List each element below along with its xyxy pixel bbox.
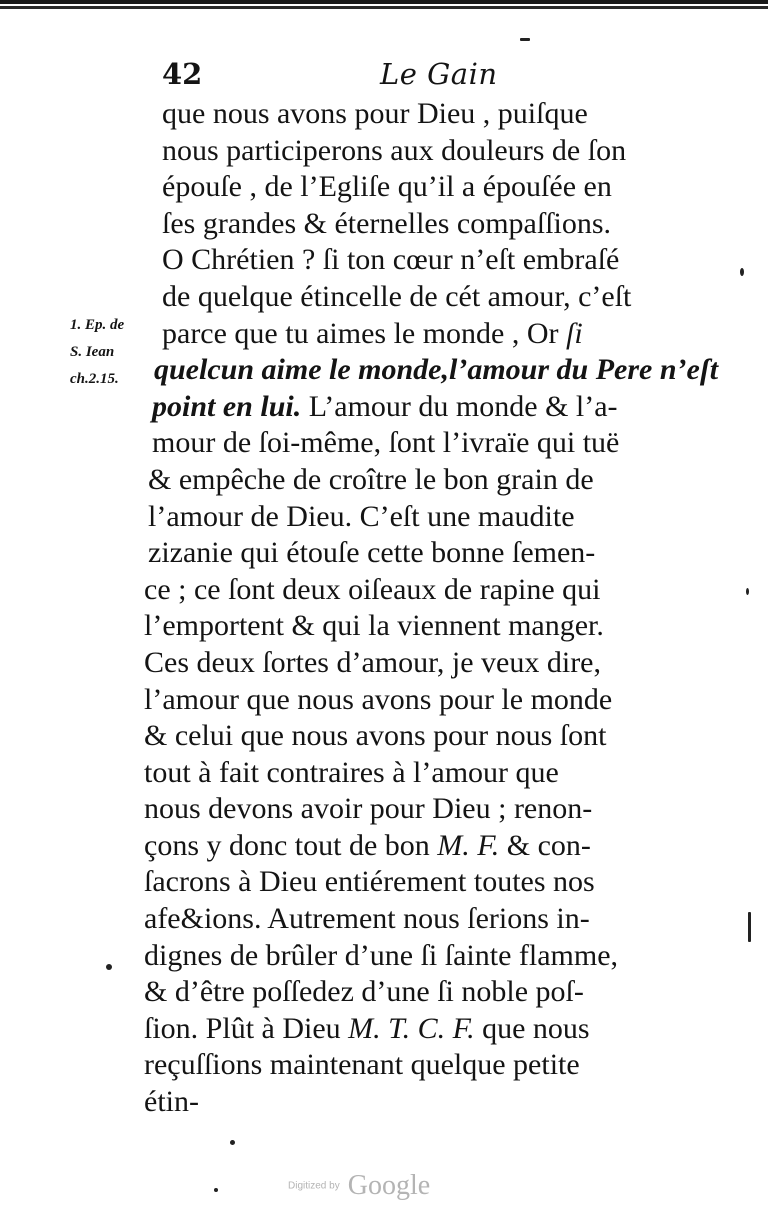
text-line <box>140 206 690 243</box>
text-line <box>140 425 690 462</box>
text-segment: M. T. C. F. <box>348 1011 475 1045</box>
text-line <box>140 608 690 645</box>
text-segment: de quelque étincelle de cét amour, c’eſt <box>162 279 632 313</box>
digitization-watermark <box>288 1170 430 1200</box>
running-title: Le Gain <box>380 57 498 91</box>
text-line <box>140 352 719 389</box>
ink-speck <box>520 38 530 41</box>
body-text <box>140 96 719 1121</box>
text-line <box>140 169 690 206</box>
text-segment: zizanie qui étouſe cette bonne ſemen- <box>148 536 596 570</box>
marginal-reference-line: ch.2.15. <box>70 371 119 387</box>
text-line <box>140 938 690 975</box>
text-segment: quelcun aime le monde,l’amour du Pere n’eſt <box>154 353 719 387</box>
text-segment: ſi <box>566 316 583 350</box>
text-line <box>140 974 690 1011</box>
text-segment: ſacrons à Dieu entiérement toutes nos <box>144 865 595 899</box>
ink-speck <box>748 912 751 942</box>
ink-speck <box>106 964 112 970</box>
text-line <box>140 718 690 755</box>
marginal-reference-line: 1. Ep. de <box>70 317 125 333</box>
text-segment: reçuſſions maintenant quelque petite <box>144 1048 580 1082</box>
text-line <box>140 133 690 170</box>
text-line <box>140 462 690 499</box>
text-line <box>140 791 690 828</box>
page-header <box>162 54 682 94</box>
text-line <box>140 535 690 572</box>
text-segment: Ces deux ſortes d’amour, je veux dire, <box>144 645 602 679</box>
google-logo: Google <box>347 1170 431 1201</box>
text-line <box>140 279 690 316</box>
ink-speck <box>746 588 749 595</box>
text-line <box>140 499 690 536</box>
text-segment: afe&ions. Autrement nous ſerions in- <box>144 902 590 936</box>
text-segment: çons y donc tout de bon <box>144 828 438 862</box>
text-segment: ſion. Plût à Dieu <box>144 1011 349 1045</box>
marginal-reference-line: S. Iean <box>70 344 115 360</box>
marginal-reference <box>70 312 150 393</box>
text-line <box>140 389 690 426</box>
text-segment: que nous <box>474 1011 590 1045</box>
ink-speck <box>230 1140 235 1145</box>
ink-speck <box>214 1188 218 1192</box>
text-segment: mour de ſoi-même, ſont l’ivraïe qui tuë <box>152 426 620 460</box>
text-line <box>140 828 690 865</box>
text-segment: nous devons avoir pour Dieu ; renon- <box>144 792 593 826</box>
text-segment: & con- <box>499 828 591 862</box>
text-segment: & d’être poſſedez d’une ſi noble poſ- <box>144 975 584 1009</box>
text-line <box>140 755 690 792</box>
text-line <box>140 1011 690 1048</box>
text-segment: parce que tu aimes le monde , Or <box>162 316 567 350</box>
text-line <box>140 1047 690 1084</box>
page-top-edge <box>0 0 768 12</box>
text-segment: L’amour du monde & l’a- <box>301 389 618 423</box>
watermark-prefix: Digitized by <box>288 1180 340 1192</box>
text-segment: l’amour de Dieu. C’eſt une maudite <box>148 499 575 533</box>
text-segment: & empêche de croître le bon grain de <box>148 462 594 496</box>
text-line <box>140 645 690 682</box>
text-segment: que nous avons pour Dieu , puiſque <box>162 97 588 130</box>
page-number: 42 <box>162 57 203 91</box>
text-line <box>140 864 690 901</box>
text-segment: point en lui. <box>152 389 302 423</box>
text-segment: ſes grandes & éternelles compaſſions. <box>162 206 612 240</box>
text-line <box>140 901 690 938</box>
text-segment: étin- <box>144 1085 199 1119</box>
text-line <box>140 1084 690 1121</box>
text-segment: & celui que nous avons pour nous ſont <box>144 719 607 753</box>
text-segment: l’emportent & qui la viennent manger. <box>144 609 604 643</box>
text-segment: épouſe , de l’Egliſe qu’il a épouſée en <box>162 170 612 204</box>
text-segment: nous participerons aux douleurs de ſon <box>162 133 627 167</box>
text-segment: dignes de brûler d’une ſi ſainte flamme, <box>144 938 619 972</box>
text-segment: l’amour que nous avons pour le monde <box>144 682 613 716</box>
text-segment: O Chrétien ? ſi ton cœur n’eſt embraſé <box>162 243 620 277</box>
text-segment: ce ; ce ſont deux oiſeaux de rapine qui <box>144 572 601 606</box>
text-line <box>140 682 690 719</box>
text-line <box>140 572 690 609</box>
ink-speck <box>740 268 744 276</box>
text-line <box>140 96 690 133</box>
text-segment: tout à fait contraires à l’amour que <box>144 755 559 789</box>
text-line <box>140 316 690 353</box>
text-segment: M. F. <box>437 828 500 862</box>
text-line <box>140 242 690 279</box>
